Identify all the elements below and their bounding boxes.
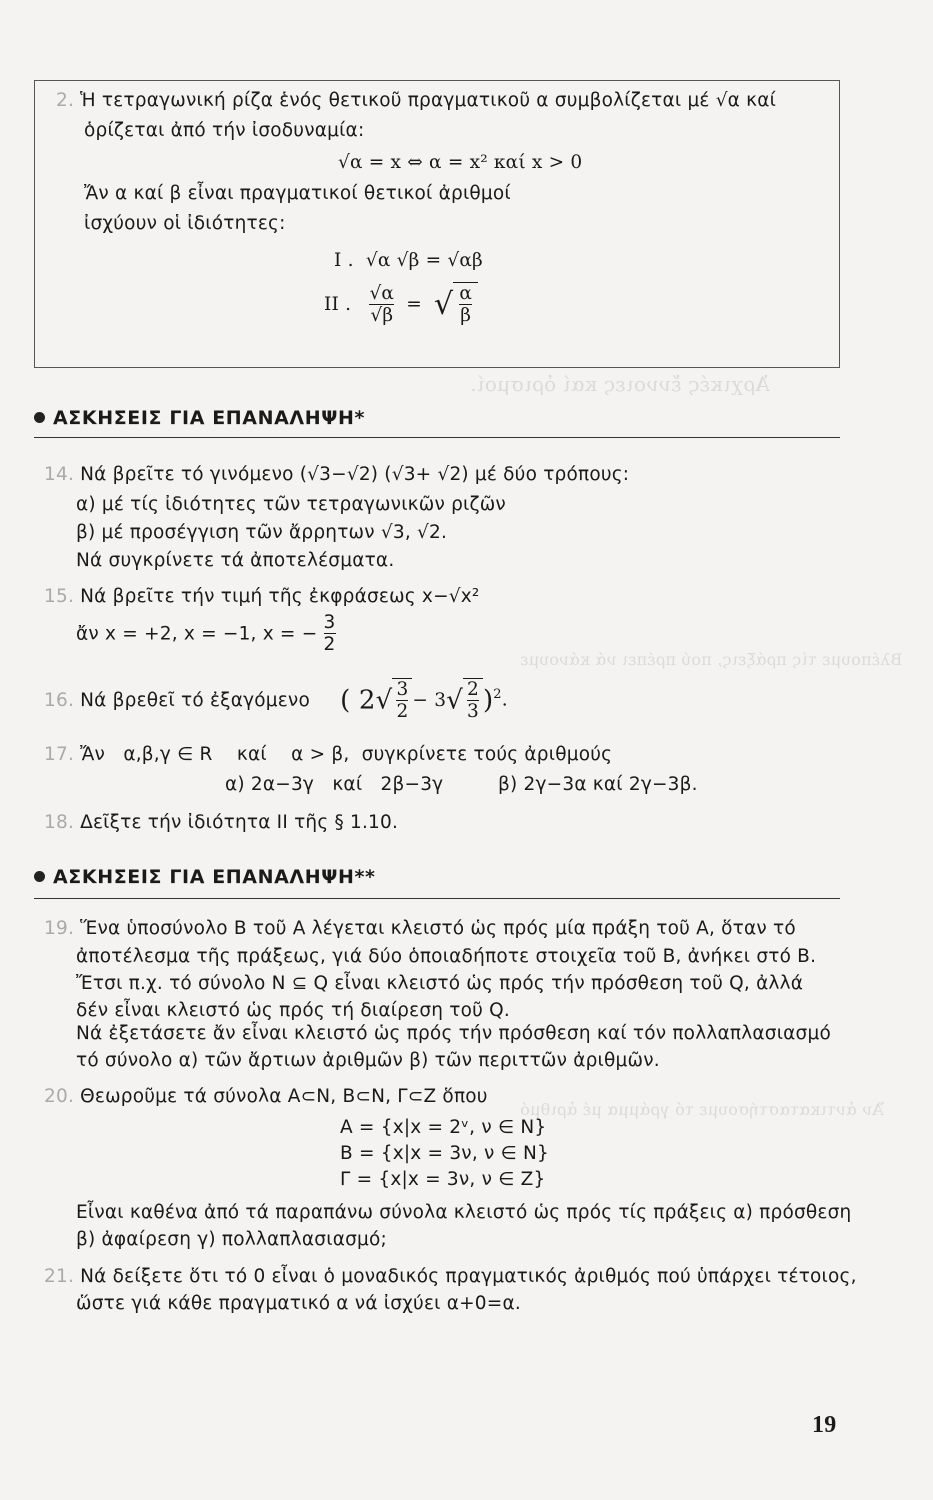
exercise-17-items: α) 2α−3γ καί 2β−3γ β) 2γ−3α καί 2γ−3β. — [225, 774, 698, 795]
property-2-lhs: $\frac{√\alpha}{√\beta}$ — [369, 282, 395, 326]
page-number: 19 — [812, 1412, 837, 1438]
exercise-19-line: Νά ἐξετάσετε ἄν εἶναι κλειστό ὡς πρός τήν πρόσθεση καί τόν πολλαπλασιασμό — [76, 1023, 831, 1044]
set-a-definition: A = {x|x = 2ᵛ, ν ∈ N} — [340, 1117, 547, 1138]
exercise-20-line: β) ἀφαίρεση γ) πολλαπλασιασμό; — [76, 1229, 387, 1250]
exercise-20: 20. Θεωροῦμε τά σύνολα A⊂N, B⊂N, Γ⊂Z ὅπου — [44, 1086, 488, 1107]
exercise-15: 15. Νά βρεῖτε τήν τιμή τῆς ἐκφράσεως x−√x² — [44, 586, 480, 607]
exercise-19-line: τό σύνολο α) τῶν ἄρτιων ἀριθμῶν β) τῶν περιττῶν ἀριθμῶν. — [76, 1050, 660, 1071]
exercise-21-line: ὥστε γιά κάθε πραγματικό α νά ἰσχύει α+0=α. — [76, 1293, 521, 1314]
exercise-19: 19. Ἕνα ὑποσύνολο Β τοῦ Α λέγεται κλειστό ὡς πρός μία πράξη τοῦ Α, ὅταν τό — [44, 918, 796, 939]
box-line-3: Ἄν α καί β εἶναι πραγματικοί θετικοί ἀριθμοί — [84, 183, 511, 204]
exercise-15-values: ἄν x = +2, x = −1, x = − $\frac{3}{2}$ — [76, 612, 336, 656]
exercise-19-line: Ἔτσι π.χ. τό σύνολο N ⊆ Q εἶναι κλειστό ὡς πρός τήν πρόσθεση τοῦ Q, ἀλλά — [76, 973, 804, 994]
exercise-21: 21. Νά δείξετε ὅτι τό 0 εἶναι ὁ μοναδικός πραγματικός ἀριθμός πού ὑπάρχει τέτοιος, — [44, 1266, 857, 1287]
section-divider — [34, 437, 840, 438]
exercise-19-line: δέν εἶναι κλειστό ὡς πρός τή διαίρεση τοῦ Q. — [76, 1000, 510, 1021]
exercise-14: 14. Νά βρεῖτε τό γινόμενο (√3−√2) (√3+ √2) μέ δύο τρόπους: — [44, 464, 630, 485]
bleed-through-text: Βλέπουμε τίς πράξεις, πού πρέπει νά κάνουμε — [520, 650, 903, 669]
section-heading-1: ΑΣΚΗΣΕΙΣ ΓΙΑ ΕΠΑΝΑΛΗΨΗ* — [34, 407, 365, 429]
set-g-definition: Γ = {x|x = 3ν, ν ∈ Z} — [340, 1169, 546, 1190]
bullet-icon — [34, 412, 45, 423]
item-number: 2. — [56, 90, 75, 111]
box-line-1: 2. Ἡ τετραγωνική ρίζα ἑνός θετικοῦ πραγματικοῦ α συμβολίζεται μέ √α καί — [56, 90, 777, 111]
fraction-3-over-2: $\frac{3}{2}$ — [323, 612, 336, 656]
exercise-14-b: β) μέ προσέγγιση τῶν ἄρρητων √3, √2. — [76, 522, 448, 543]
exercise-16: 16. Νά βρεθεῖ τό ἐξαγόμενο ( 2√ $\frac{3}{2}$ − 3√ $\frac{2}{3}$ )$^2$. — [44, 679, 508, 723]
property-1: I . √α √β = √αβ — [334, 250, 483, 271]
box-line-4: ἰσχύουν οἱ ἰδιότητες: — [84, 213, 286, 234]
exercise-17: 17. Ἄν α,β,γ ∈ R καί α > β, συγκρίνετε τούς ἀριθμούς — [44, 744, 613, 765]
section-divider — [34, 898, 840, 899]
sqrt-definition: √α = x ⇔ α = x² καί x > 0 — [338, 152, 583, 173]
section-heading-2: ΑΣΚΗΣΕΙΣ ΓΙΑ ΕΠΑΝΑΛΗΨΗ** — [34, 866, 376, 888]
bullet-icon — [34, 871, 45, 882]
property-2: II . $\frac{√\alpha}{√\beta}$ = √ $\frac{\alpha}{\beta}$ — [324, 282, 478, 342]
bleed-through-text: Ἀρχικές ἔννοιες καί ὁρισμοί. — [470, 372, 770, 396]
exercise-19-line: ἀποτέλεσμα τῆς πράξεως, γιά δύο ὁποιαδήποτε στοιχεῖα τοῦ Β, ἀνήκει στό Β. — [76, 946, 817, 967]
bleed-through-text: Ἄν ἀντικαταστήσουμε τό γράμμα μέ ἀριθμό — [520, 1100, 884, 1119]
exercise-20-line: Εἶναι καθένα ἀπό τά παραπάνω σύνολα κλειστό ὡς πρός τίς πράξεις α) πρόσθεση — [76, 1202, 852, 1223]
box-line-2: ὁρίζεται ἀπό τήν ἰσοδυναμία: — [84, 120, 365, 141]
exercise-14-c: Νά συγκρίνετε τά ἀποτελέσματα. — [76, 550, 395, 571]
exercise-16-expression: ( 2√ $\frac{3}{2}$ − 3√ $\frac{2}{3}$ )$^2$. — [340, 679, 508, 723]
set-b-definition: B = {x|x = 3ν, ν ∈ N} — [340, 1143, 550, 1164]
exercise-14-a: α) μέ τίς ἰδιότητες τῶν τετραγωνικῶν ριζῶν — [76, 494, 506, 515]
exercise-18: 18. Δεῖξτε τήν ἰδιότητα II τῆς § 1.10. — [44, 812, 399, 833]
radical-sign: √ — [434, 286, 454, 322]
property-2-rhs: $\frac{\alpha}{\beta}$ — [453, 282, 478, 327]
